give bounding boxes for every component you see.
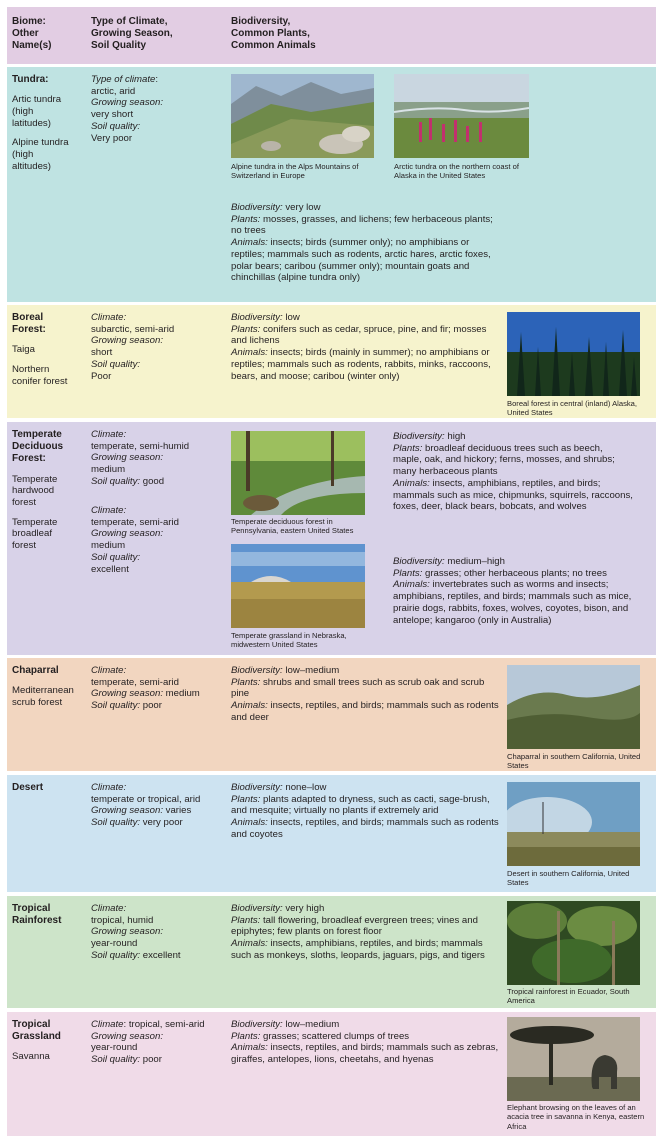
photo-desert: [507, 782, 640, 866]
tundra-climate: Type of climate: arctic, arid Growing season: very short Soil quality: Very poor: [91, 74, 163, 144]
biome-name: Chaparral: [12, 665, 59, 676]
savanna-climate: Climate: tropical, semi-arid Growing season: year-round Soil quality: poor: [91, 1019, 205, 1066]
row-chaparral: [7, 658, 656, 771]
rainforest-climate: Climate: tropical, humid Growing season: year-round Soil quality: excellent: [91, 903, 181, 961]
photo-caption: Tropical rainforest in Ecuador, South America: [507, 987, 630, 1006]
row-temperate-deciduous-forest: [7, 422, 656, 655]
photo-caption: Temperate grassland in Nebraska, midwestern United States: [231, 631, 347, 650]
row-tundra: [7, 67, 656, 302]
boreal-climate: Climate: subarctic, semi-arid Growing season: short Soil quality: Poor: [91, 312, 175, 382]
header-climate: [91, 16, 231, 53]
photo-caption: Temperate deciduous forest in Pennsylvania, eastern United States: [231, 517, 354, 536]
photo-arctic-tundra: [394, 74, 529, 158]
tundra-names: [12, 74, 90, 172]
savanna-biodiversity: Biodiversity: low–medium Plants: grasses; scattered clumps of trees Animals: insects, reptiles, and birds; mammals such as zebras, giraffes, antelopes, lions, cheetahs, and hyenas: [231, 1019, 499, 1066]
alt-name: Alpine tundra (high altitudes): [12, 137, 69, 172]
photo-chaparral: [507, 665, 640, 749]
alt-name: Temperate hardwood forest: [12, 473, 58, 508]
table-header: [7, 7, 656, 64]
temperate-biodiversity-a: Biodiversity: high Plants: broadleaf deciduous trees such as beech, maple, oak, and hickory; ferns, mosses, and shrubs; many herbaceous plants Animals: insects, amphibians, reptiles, and birds; mammals such as mice, chipmunks, squirrels, raccoons, foxes, deer, black bears, bobcats, and wolves: [393, 431, 633, 513]
header-biome: [12, 16, 90, 53]
photo-deciduous-forest: [231, 431, 365, 515]
header-text: Biome:: [12, 16, 46, 27]
temperate-biodiversity-b: Biodiversity: medium–high Plants: grasses; other herbaceous plants; no trees Animals: invertebrates such as worms and insects; amphibians, reptiles, and birds; mammals such as mice, prairie dogs, rabbits, foxes, wolves, coyotes, bison, and antelope; kangaroo (only in Australia): [393, 556, 632, 626]
header-text: Name(s): [12, 40, 52, 52]
photo-caption: Desert in southern California, United States: [507, 869, 630, 888]
biome-name: Tropical Rainforest: [12, 903, 62, 927]
row-desert: [7, 775, 656, 892]
biome-name: Desert: [12, 782, 44, 793]
savanna-names: [12, 1019, 90, 1063]
desert-climate: Climate: temperate or tropical, arid Growing season: varies Soil quality: very poor: [91, 782, 201, 829]
biome-name: Boreal Forest:: [12, 312, 46, 336]
chaparral-biodiversity: Biodiversity: low–medium Plants: shrubs and small trees such as scrub oak and scrub pine Animals: insects, reptiles, and birds; mammals such as rodents and deer: [231, 665, 499, 723]
photo-caption: Arctic tundra on the northern coast of Alaska in the United States: [394, 162, 519, 181]
biome-name: Tropical Grassland: [12, 1019, 61, 1043]
photo-alpine-tundra: [231, 74, 374, 158]
header-text: Common Animals: [231, 40, 316, 52]
alt-name: Northern conifer forest: [12, 364, 68, 387]
row-tropical-rainforest: [7, 896, 656, 1008]
chaparral-climate: Climate: temperate, semi-arid Growing season: medium Soil quality: poor: [91, 665, 200, 712]
biome-name: Tundra:: [12, 74, 49, 85]
alt-name: Temperate broadleaf forest: [12, 516, 58, 552]
temperate-climate-b: Climate: temperate, semi-arid Growing season: medium Soil quality: excellent: [91, 505, 179, 575]
chaparral-names: [12, 665, 90, 709]
photo-savanna: [507, 1017, 640, 1101]
biome-name: Temperate Deciduous Forest:: [12, 429, 64, 465]
photo-caption: Chaparral in southern California, United States: [507, 752, 641, 771]
alt-name: Artic tundra (high latitudes): [12, 94, 62, 129]
desert-names: [12, 782, 90, 794]
header-text: Other: [12, 28, 39, 40]
photo-caption: Elephant browsing on the leaves of an acacia tree in savanna in Kenya, eastern Africa: [507, 1103, 645, 1131]
alt-name: Taiga: [12, 344, 35, 356]
tundra-biodiversity: Biodiversity: very low Plants: mosses, grasses, and lichens; few herbaceous plants; no trees Animals: insects; birds (summer only); no amphibians or reptiles; mammals such as rodents, arctic hares, arctic foxes, polar bears; caribou (summer only); mountain goats and chinchillas (alpine tundra only): [231, 202, 493, 284]
header-text: Type of Climate,: [91, 16, 168, 27]
header-text: Biodiversity,: [231, 16, 291, 27]
alt-name: Savanna: [12, 1051, 50, 1063]
photo-boreal-forest: [507, 312, 640, 396]
temperate-names: [12, 429, 90, 552]
header-biodiversity: [231, 16, 431, 53]
photo-caption: Alpine tundra in the Alps Mountains of Switzerland in Europe: [231, 162, 359, 181]
rainforest-names: [12, 903, 90, 927]
boreal-biodiversity: Biodiversity: low Plants: conifers such as cedar, spruce, pine, and fir; mosses and lichens Animals: insects; birds (mainly in summer); no amphibians or reptiles; mammals such as rodents, rabbits, minks, raccoons, bears, and moose; caribou (winter only): [231, 312, 491, 382]
photo-caption: Boreal forest in central (inland) Alaska, United States: [507, 399, 638, 418]
header-text: Growing Season,: [91, 28, 173, 40]
photo-temperate-grassland: [231, 544, 365, 628]
row-boreal-forest: [7, 305, 656, 418]
boreal-names: [12, 312, 90, 387]
temperate-climate-a: Climate: temperate, semi-humid Growing season: medium Soil quality: good: [91, 429, 190, 487]
rainforest-biodiversity: Biodiversity: very high Plants: tall flowering, broadleaf evergreen trees; vines and epiphytes; few plants on forest floor Animals: insects, amphibians, reptiles, and birds; mammals such as monkeys, sloths, leopards, jaguars, pigs, and tigers: [231, 903, 485, 961]
header-text: Soil Quality: [91, 40, 147, 52]
row-tropical-grassland: [7, 1012, 656, 1136]
desert-biodiversity: Biodiversity: none–low Plants: plants adapted to dryness, such as cacti, sage-brush, and mesquite; virtually no plants if extremely arid Animals: insects, reptiles, and birds; mammals such as rodents and coyotes: [231, 782, 499, 840]
header-text: Common Plants,: [231, 28, 310, 40]
alt-name: Mediterranean scrub forest: [12, 685, 74, 708]
photo-rainforest: [507, 901, 640, 985]
